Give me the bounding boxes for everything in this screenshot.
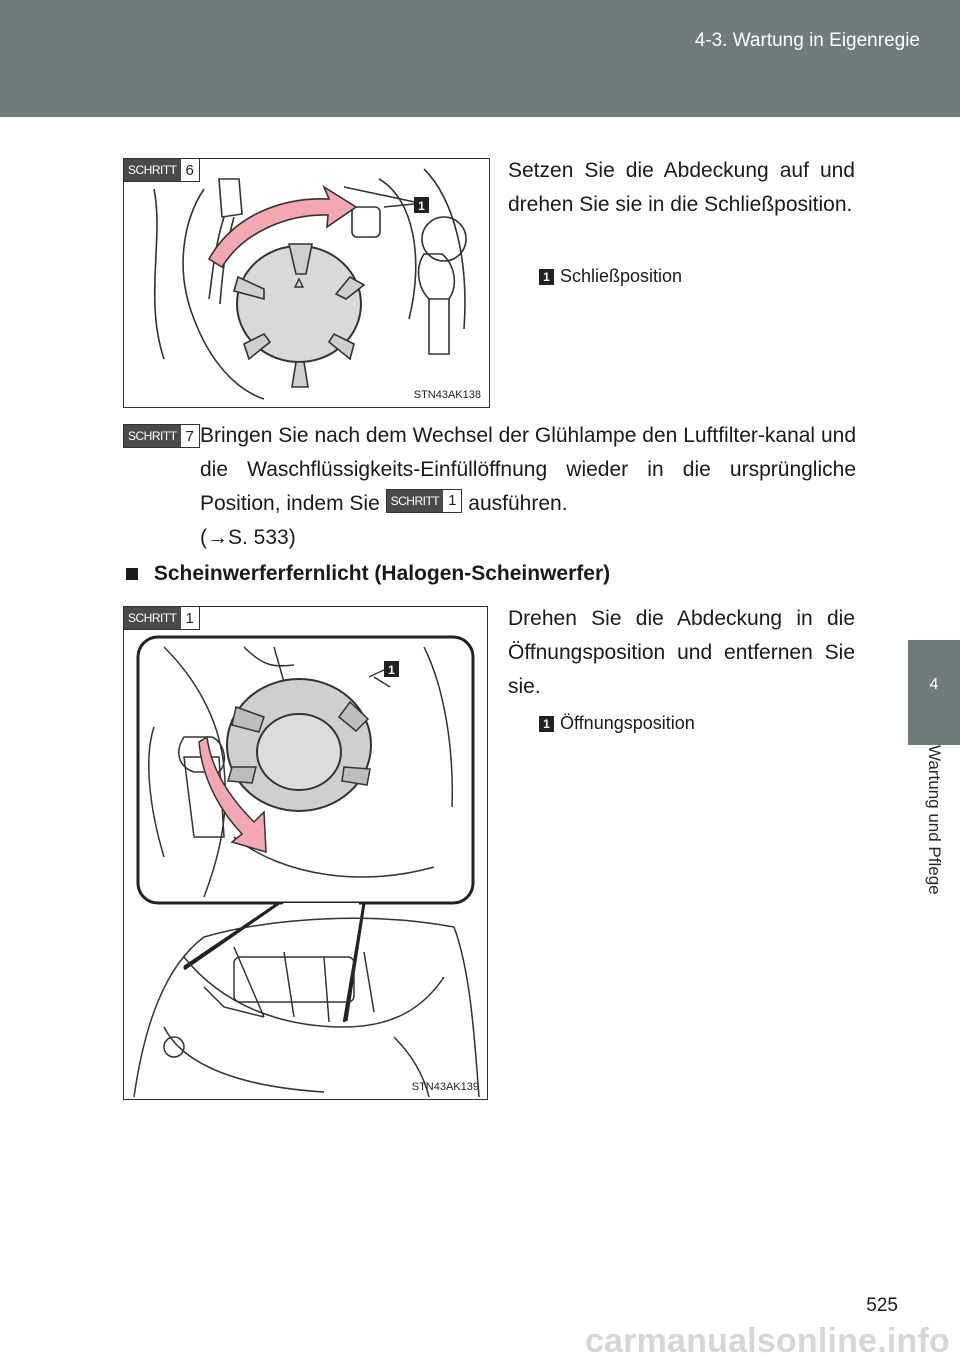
page-reference: (→S. 533) bbox=[200, 526, 296, 549]
headlight-cover-open-illustration bbox=[124, 607, 487, 1099]
figure-code: STN43AK139 bbox=[411, 1081, 479, 1093]
figure-step6 bbox=[123, 158, 490, 408]
step7-text-main: Bringen Sie nach dem Wechsel der Glühlampe den Luftfilter-kanal und die Waschflüssigkeits-Einfüllöffnung wieder in die ursprüngliche Position, indem Sie bbox=[200, 424, 856, 515]
svg-text:1: 1 bbox=[418, 199, 425, 213]
chapter-label bbox=[908, 745, 960, 960]
legend-label: Öffnungsposition bbox=[560, 713, 695, 733]
footer-watermark: carmanualsonline.info bbox=[584, 1322, 950, 1360]
page-number: 525 bbox=[866, 1295, 898, 1316]
step1-text: Drehen Sie die Abdeckung in die Öffnungsposition und entfernen Sie sie. bbox=[508, 607, 855, 698]
legend-label: Schließposition bbox=[560, 266, 683, 286]
legend-marker: 1 bbox=[539, 269, 554, 285]
headlight-cover-close-illustration bbox=[124, 159, 489, 407]
section-title: 4-3. Wartung in Eigenregie bbox=[694, 30, 920, 51]
figure-step1 bbox=[123, 606, 488, 1100]
figure-code: STN43AK138 bbox=[413, 389, 481, 401]
step6-legend bbox=[539, 266, 682, 287]
step7-badge: SCHRITT 7 bbox=[123, 424, 200, 448]
step1-badge: SCHRITT 1 bbox=[123, 606, 200, 630]
chapter-tab: 4 bbox=[908, 640, 960, 745]
step7-ref-badge: SCHRITT 1 bbox=[386, 489, 463, 513]
step1-legend bbox=[539, 713, 695, 734]
legend-marker: 1 bbox=[539, 716, 554, 732]
svg-text:1: 1 bbox=[388, 663, 395, 677]
step7-text-end: ausführen. bbox=[468, 492, 568, 515]
step6-badge: SCHRITT 6 bbox=[123, 158, 200, 182]
chapter-label-text: Wartung und Pflege bbox=[925, 745, 944, 895]
page-header bbox=[0, 0, 960, 117]
section-heading bbox=[126, 562, 610, 586]
bullet-square-icon bbox=[126, 568, 138, 580]
step7-text bbox=[200, 419, 856, 521]
section-heading-text: Scheinwerferfernlicht (Halogen-Scheinwerfer) bbox=[153, 562, 611, 585]
step6-text: Setzen Sie die Abdeckung auf und drehen Sie sie in die Schließposition. bbox=[508, 159, 855, 216]
